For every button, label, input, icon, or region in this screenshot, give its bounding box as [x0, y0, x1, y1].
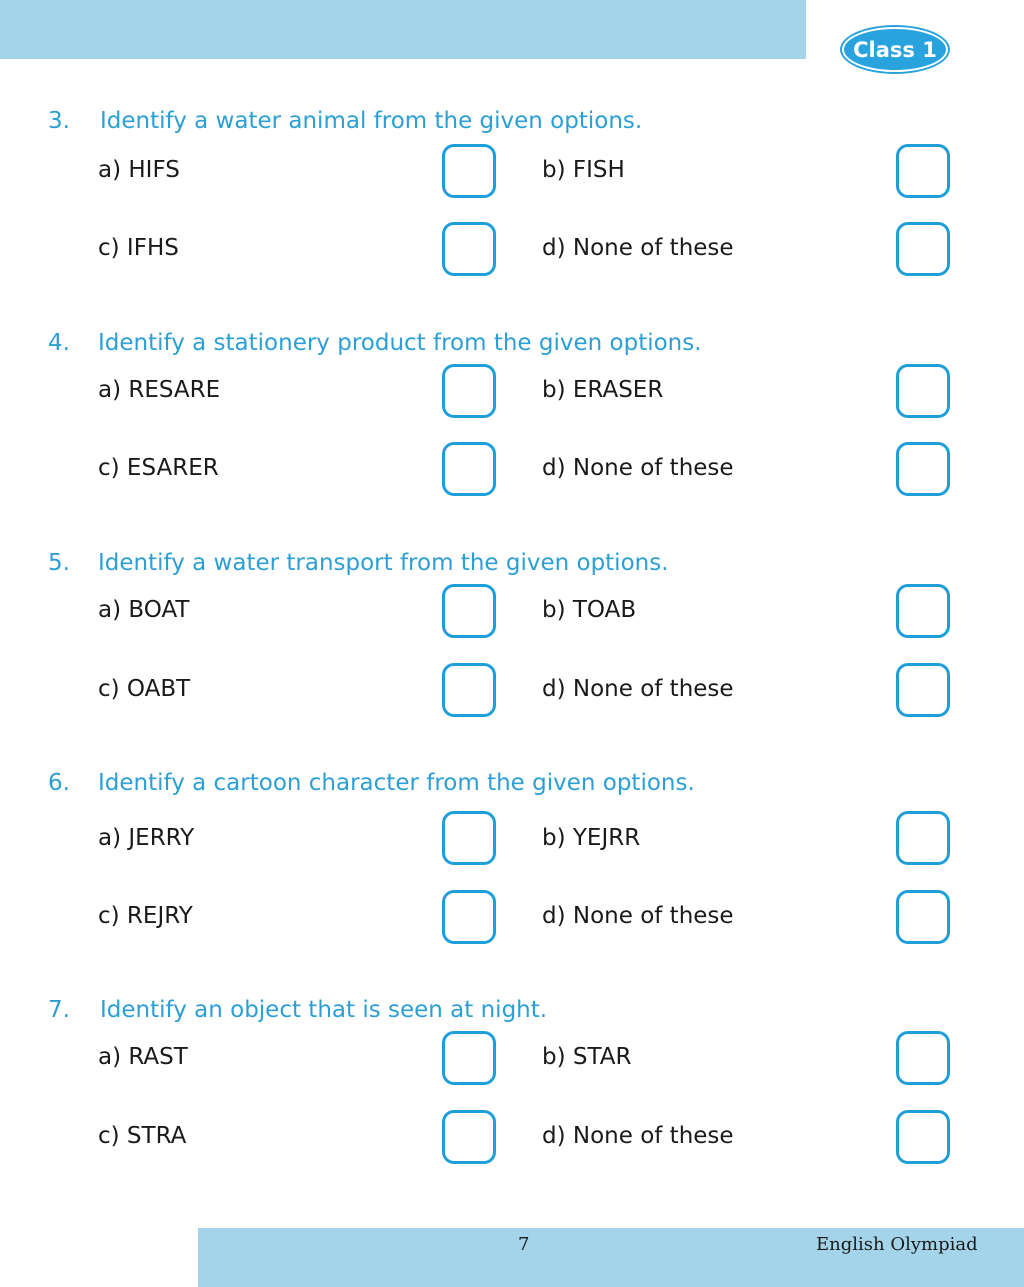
- question-number: 5.: [48, 550, 70, 576]
- option-b: b) FISH: [542, 157, 625, 183]
- option-d: d) None of these: [542, 903, 734, 929]
- question-text: Identify a water transport from the given options.: [98, 550, 669, 576]
- option-a: a) BOAT: [98, 597, 190, 623]
- class-badge: Class 1: [842, 27, 948, 72]
- answer-box-d[interactable]: [896, 1110, 950, 1164]
- answer-box-b[interactable]: [896, 364, 950, 418]
- answer-box-a[interactable]: [442, 584, 496, 638]
- question-text: Identify a stationery product from the given options.: [98, 330, 702, 356]
- option-c: c) ESARER: [98, 455, 219, 481]
- option-c: c) OABT: [98, 676, 191, 702]
- answer-box-b[interactable]: [896, 144, 950, 198]
- option-c: c) IFHS: [98, 235, 179, 261]
- option-a: a) HIFS: [98, 157, 180, 183]
- question-number: 7.: [48, 997, 70, 1023]
- option-b: b) YEJRR: [542, 825, 641, 851]
- option-c: c) REJRY: [98, 903, 193, 929]
- option-b: b) ERASER: [542, 377, 664, 403]
- question-text: Identify a cartoon character from the given options.: [98, 770, 695, 796]
- footer-book-title: English Olympiad: [816, 1234, 978, 1255]
- answer-box-a[interactable]: [442, 364, 496, 418]
- question-text: Identify an object that is seen at night.: [100, 997, 548, 1023]
- question-number: 4.: [48, 330, 70, 356]
- option-d: d) None of these: [542, 455, 734, 481]
- question-number: 3.: [48, 108, 70, 134]
- answer-box-d[interactable]: [896, 890, 950, 944]
- question-number: 6.: [48, 770, 70, 796]
- option-d: d) None of these: [542, 676, 734, 702]
- option-a: a) RESARE: [98, 377, 221, 403]
- option-b: b) TOAB: [542, 597, 637, 623]
- answer-box-b[interactable]: [896, 584, 950, 638]
- answer-box-c[interactable]: [442, 663, 496, 717]
- option-d: d) None of these: [542, 1123, 734, 1149]
- option-d: d) None of these: [542, 235, 734, 261]
- answer-box-d[interactable]: [896, 222, 950, 276]
- option-c: c) STRA: [98, 1123, 187, 1149]
- answer-box-d[interactable]: [896, 442, 950, 496]
- page-number: 7: [518, 1234, 530, 1255]
- answer-box-a[interactable]: [442, 1031, 496, 1085]
- header-band: [0, 0, 806, 59]
- answer-box-c[interactable]: [442, 442, 496, 496]
- option-b: b) STAR: [542, 1044, 632, 1070]
- question-text: Identify a water animal from the given options.: [100, 108, 643, 134]
- option-a: a) RAST: [98, 1044, 188, 1070]
- answer-box-c[interactable]: [442, 1110, 496, 1164]
- answer-box-c[interactable]: [442, 890, 496, 944]
- answer-box-a[interactable]: [442, 144, 496, 198]
- answer-box-b[interactable]: [896, 811, 950, 865]
- answer-box-a[interactable]: [442, 811, 496, 865]
- option-a: a) JERRY: [98, 825, 195, 851]
- answer-box-b[interactable]: [896, 1031, 950, 1085]
- answer-box-c[interactable]: [442, 222, 496, 276]
- answer-box-d[interactable]: [896, 663, 950, 717]
